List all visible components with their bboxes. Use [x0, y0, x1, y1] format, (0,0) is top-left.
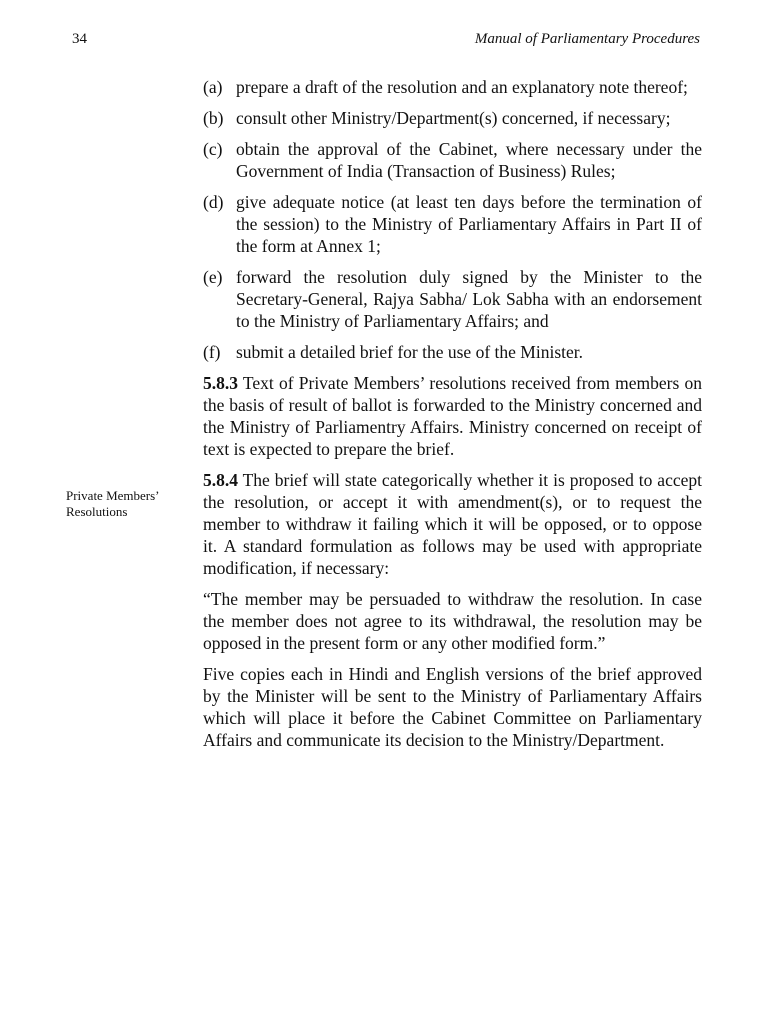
closing-paragraph: Five copies each in Hindi and English versions of the brief approved by the Minister will be sent to the Ministry of Parliamentary Affairs which will place it before the Cabinet Committee on Parliamentary Affairs and communicate its decision to the Ministry/Department. [203, 664, 702, 750]
section-text: Text of Private Members’ resolutions received from members on the basis of result of ballot is forwarded to the Ministry concerned and the Ministry of Parliamentry Affairs. Ministry concerned on receipt of text is expected to prepare the brief. [203, 373, 702, 459]
list-item-text: give adequate notice (at least ten days before the termination of the session) to the Ministry of Parliamentary Affairs in Part II of the form at Annex 1; [236, 192, 702, 256]
list-item [203, 138, 702, 182]
list-item-letter: (d) [203, 192, 224, 212]
list-item-text: consult other Ministry/Department(s) concerned, if necessary; [236, 108, 671, 128]
list-item-text: forward the resolution duly signed by the Minister to the Secretary-General, Rajya Sabha/ Lok Sabha with an endorsement to the Ministry of Parliamentary Affairs; and [236, 267, 702, 331]
list-item-letter: (f) [203, 342, 221, 362]
list-item-text: obtain the approval of the Cabinet, where necessary under the Government of India (Transaction of Business) Rules; [236, 139, 702, 181]
running-title: Manual of Parliamentary Procedures [474, 31, 700, 47]
section-5-8-3-paragraph [203, 372, 702, 460]
section-number: 5.8.3 [203, 373, 238, 393]
list-item-text: prepare a draft of the resolution and an explanatory note thereof; [236, 77, 688, 97]
main-content [203, 76, 702, 760]
page-number: 34 [72, 31, 87, 47]
side-note-private-members-resolutions: Private Members’ Resolutions [66, 488, 159, 519]
list-item [203, 266, 702, 332]
section-number: 5.8.4 [203, 470, 238, 490]
section-5-8-4-paragraph [203, 469, 702, 579]
list-item-letter: (a) [203, 77, 223, 97]
section-text: The brief will state categorically whether it is proposed to accept the resolution, or accept it with amendment(s), or to request the member to withdraw it failing which it will be opposed, or to oppose it. A standard formulation as follows may be used with appropriate modification, if necessary: [203, 470, 702, 578]
list-item-text: submit a detailed brief for the use of the Minister. [236, 342, 583, 362]
list-item-letter: (e) [203, 267, 223, 287]
list-item-letter: (c) [203, 139, 223, 159]
list-item [203, 191, 702, 257]
list-item [203, 341, 702, 363]
list-item-letter: (b) [203, 108, 224, 128]
quote-paragraph: “The member may be persuaded to withdraw the resolution. In case the member does not agree to its withdrawal, the resolution may be opposed in the present form or any other modified form.” [203, 589, 702, 653]
list-item [203, 107, 702, 129]
list-item [203, 76, 702, 98]
